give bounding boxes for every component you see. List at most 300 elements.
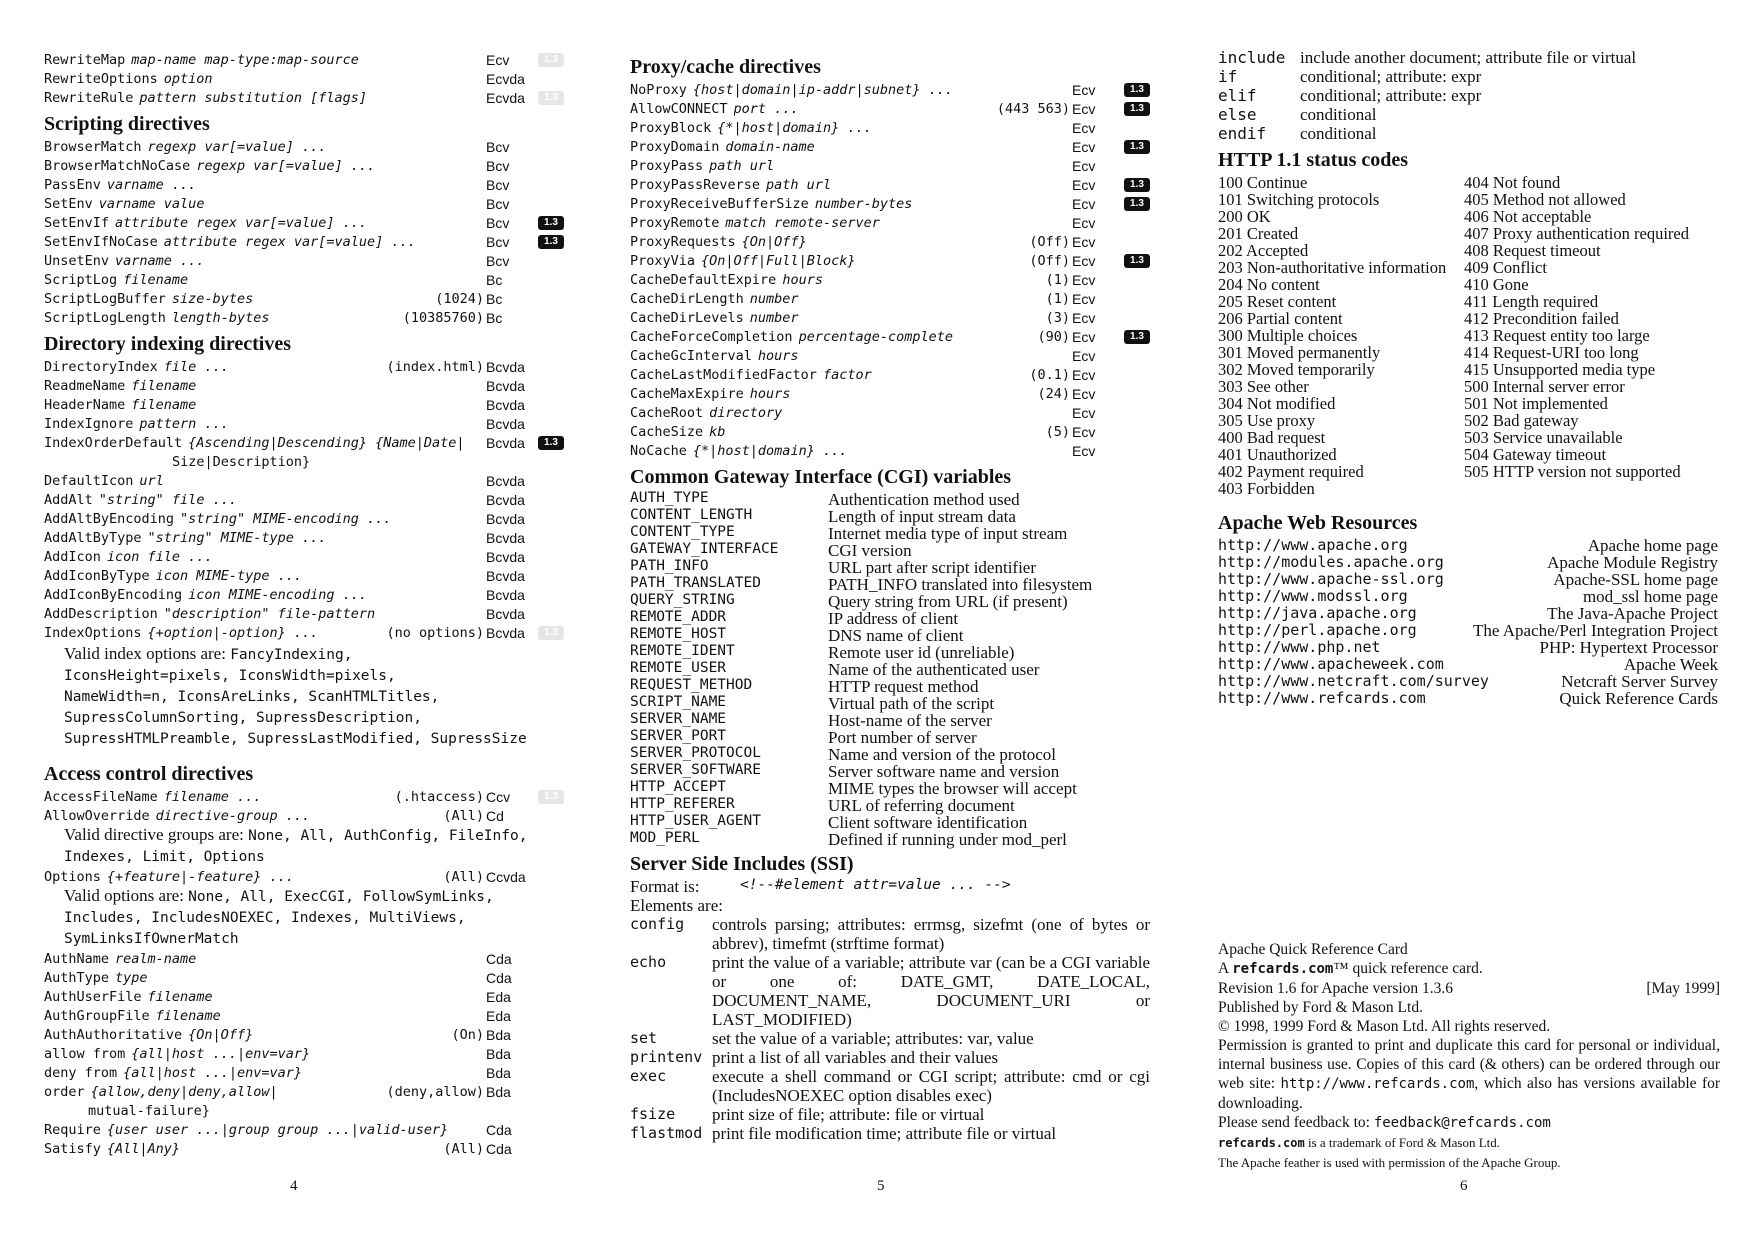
- directive-row: [44, 471, 564, 490]
- directive-args: {allow,deny|deny,allow|: [90, 1083, 278, 1100]
- resource-url: http://www.apache-ssl.org: [1218, 570, 1444, 588]
- directive-default: (index.html): [386, 358, 484, 375]
- resource-desc: PHP: Hypertext Processor: [1539, 638, 1718, 657]
- directive-context: Bc: [486, 271, 503, 288]
- resource-desc: Apache Week: [1623, 655, 1718, 674]
- status-code: 503 Service unavailable: [1464, 428, 1623, 447]
- status-code: 305 Use proxy: [1218, 411, 1316, 430]
- ssi-element-name: elif: [1218, 86, 1257, 105]
- status-right: [1464, 173, 1689, 496]
- ssi-element-desc: controls parsing; attributes: errmsg, sizefmt (one of bytes or abbrev), timefmt (strftime format): [712, 915, 1150, 953]
- directive-row: [44, 968, 564, 987]
- directive-row: [630, 365, 1150, 384]
- directive-args: {+option|-option} ...: [147, 624, 319, 641]
- directive-context: Bcv: [486, 252, 510, 269]
- ssi-element-desc: print size of file; attribute: file or virtual: [712, 1105, 985, 1124]
- status-code: 404 Not found: [1464, 173, 1561, 192]
- ssi-element-desc: print the value of a variable; attribute var (can be a CGI variable or one of: DATE_GMT, DATE_LOCAL, DOCUMENT_NAME, DOCUMENT_URI or LAST_MODIFIED): [712, 953, 1150, 1029]
- resource-url: http://www.modssl.org: [1218, 587, 1408, 605]
- directive-name: IndexIgnore: [44, 415, 134, 432]
- status-code: 301 Moved permanently: [1218, 343, 1381, 362]
- version-slot: [538, 1085, 564, 1099]
- directive-name: RewriteOptions: [44, 70, 158, 87]
- footer-copyright: © 1998, 1999 Ford & Mason Ltd. All rights reserved.: [1218, 1018, 1551, 1035]
- directive-context: Bcv: [486, 195, 510, 212]
- version-slot: [538, 474, 564, 488]
- status-code: 505 HTTP version not supported: [1464, 462, 1681, 481]
- directive-context: Bcv: [486, 157, 510, 174]
- directive-name: AuthAuthoritative: [44, 1026, 183, 1043]
- directive-args: path url: [709, 157, 775, 174]
- directive-context: Bcvda: [486, 358, 525, 375]
- ssi-conditional-row: [1218, 124, 1718, 143]
- directive-args: filename: [131, 396, 197, 413]
- version-1-3-badge: 1.3: [1124, 140, 1150, 154]
- directive-name: RewriteRule: [44, 89, 134, 106]
- status-code: 101 Switching protocols: [1218, 190, 1380, 209]
- directive-name: CacheForceCompletion: [630, 328, 793, 345]
- resource-row: [1218, 536, 1718, 553]
- directive-row: [630, 213, 1150, 232]
- page-5-column: [630, 50, 1150, 1143]
- directive-context: Ecv: [1072, 100, 1096, 117]
- directive-context: Eda: [486, 988, 511, 1005]
- page-6-column: [1218, 48, 1718, 706]
- ssi-element-row: [630, 915, 1150, 953]
- version-slot: [538, 990, 564, 1004]
- directive-row: [630, 156, 1150, 175]
- directive-row: [44, 509, 564, 528]
- directive-row: [44, 213, 564, 232]
- directive-row: [44, 547, 564, 566]
- directive-name: AuthUserFile: [44, 988, 142, 1005]
- directive-args: {On|Off}: [188, 1026, 254, 1043]
- resource-url: http://java.apache.org: [1218, 604, 1417, 622]
- version-1-3-badge: 1.3: [538, 235, 564, 249]
- version-slot: [1124, 273, 1150, 287]
- status-code: 502 Bad gateway: [1464, 411, 1579, 430]
- status-code: 407 Proxy authentication required: [1464, 224, 1689, 243]
- directive-args: attribute regex var[=value] ...: [163, 233, 416, 250]
- directive-args: {On|Off}: [741, 233, 807, 250]
- directive-row: [630, 327, 1150, 346]
- directive-args: "description" file-pattern: [163, 605, 376, 622]
- cgi-variable-name: SERVER_NAME: [630, 711, 727, 727]
- directive-context: Cd: [486, 807, 504, 824]
- status-code: 412 Precondition failed: [1464, 309, 1619, 328]
- cgi-variable-desc: MIME types the browser will accept: [828, 779, 1077, 798]
- directive-row: [630, 175, 1150, 194]
- directive-row: [44, 395, 564, 414]
- directive-args: filename: [155, 1007, 221, 1024]
- cgi-variable-name: SCRIPT_NAME: [630, 694, 727, 710]
- directive-row: [44, 585, 564, 604]
- directive-args: map-name map-type:map-source: [131, 51, 359, 68]
- override-note: Valid directive groups are: None, All, AuthConfig, FileInfo, Indexes, Limit, Options: [64, 825, 528, 865]
- status-code: 202 Accepted: [1218, 241, 1309, 260]
- status-code: 403 Forbidden: [1218, 479, 1315, 498]
- version-slot: [538, 1066, 564, 1080]
- directive-row: [630, 270, 1150, 289]
- cgi-variable-row: [630, 813, 1150, 830]
- directive-args: varname ...: [106, 176, 197, 193]
- cgi-variable-row: [630, 660, 1150, 677]
- directive-row: [44, 308, 564, 327]
- directive-context: Ecv: [1072, 157, 1096, 174]
- indexing-title: Directory indexing directives: [44, 333, 291, 355]
- directive-row: [44, 357, 564, 376]
- index-options-note: Valid index options are: FancyIndexing, IconsHeight=pixels, IconsWidth=pixels, NameWidth=n, IconsAreLinks, ScanHTMLTitles, SupressColumnSorting, SupressDescription, SupressHTMLPreamble, SupressLastModified, SupressSize: [64, 644, 527, 747]
- directive-context: Bcvda: [486, 624, 525, 641]
- version-slot: [538, 197, 564, 211]
- cgi-variable-name: SERVER_PROTOCOL: [630, 745, 761, 761]
- directive-context: Ecv: [1072, 214, 1096, 231]
- cgi-variable-desc: Remote user id (unreliable): [828, 643, 1015, 662]
- version-slot: [538, 493, 564, 507]
- version-slot: [538, 292, 564, 306]
- directive-name: ProxyPassReverse: [630, 176, 761, 193]
- status-code: 414 Request-URI too long: [1464, 343, 1639, 362]
- cgi-variable-desc: URL part after script identifier: [828, 558, 1037, 577]
- version-slot: [1124, 311, 1150, 325]
- status-code: 302 Moved temporarily: [1218, 360, 1375, 379]
- directive-args: directive-group ...: [155, 807, 311, 824]
- directive-args: kb: [709, 423, 726, 440]
- cgi-variable-row: [630, 745, 1150, 762]
- directive-name: CacheGcInterval: [630, 347, 752, 364]
- directive-row: [44, 604, 564, 623]
- ssi-element-desc: execute a shell command or CGI script; attribute: cmd or cgi (IncludesNOEXEC option disables exec): [712, 1067, 1150, 1105]
- version-slot: [1124, 235, 1150, 249]
- status-code: 408 Request timeout: [1464, 241, 1601, 260]
- status-left: [1218, 173, 1464, 496]
- directive-row: [44, 88, 564, 107]
- directive-name: DefaultIcon: [44, 472, 134, 489]
- directive-context: Bda: [486, 1026, 511, 1043]
- directive-context: Bcvda: [486, 396, 525, 413]
- directive-context: Ecv: [1072, 442, 1096, 459]
- directive-name: AddDescription: [44, 605, 158, 622]
- directive-args: {all|host ...|env=var}: [131, 1045, 311, 1062]
- resource-row: [1218, 672, 1718, 689]
- version-1-3-badge: 1.3: [538, 216, 564, 230]
- version-1-3-badge: 1.3: [1124, 197, 1150, 211]
- directive-args: "string" MIME-encoding ...: [180, 510, 392, 527]
- directive-args: "string" MIME-type ...: [147, 529, 327, 546]
- directive-name: AddAltByEncoding: [44, 510, 175, 527]
- version-slot: [538, 569, 564, 583]
- cgi-variable-row: [630, 541, 1150, 558]
- directive-row: [44, 414, 564, 433]
- version-slot: [1124, 368, 1150, 382]
- cgi-variable-desc: DNS name of client: [828, 626, 964, 645]
- ssi-elements-label: Elements are:: [630, 896, 723, 915]
- directive-args: regexp var[=value] ...: [147, 138, 327, 155]
- resource-desc: Netcraft Server Survey: [1561, 672, 1718, 691]
- ssi-element-name: printenv: [630, 1048, 703, 1066]
- directive-row: [44, 50, 564, 69]
- version-slot: [538, 550, 564, 564]
- cgi-variable-name: HTTP_ACCEPT: [630, 779, 727, 795]
- directive-args: filename: [123, 271, 189, 288]
- ssi-element-desc: conditional: [1300, 105, 1377, 124]
- status-code: 415 Unsupported media type: [1464, 360, 1656, 379]
- ssi-element-desc: conditional; attribute: expr: [1300, 86, 1482, 105]
- ssi-conditional-row: [1218, 48, 1718, 67]
- cgi-variable-name: GATEWAY_INTERFACE: [630, 541, 779, 557]
- directive-default: (All): [443, 807, 484, 824]
- directive-default: (1): [1045, 271, 1070, 288]
- directive-context: Ecv: [1072, 271, 1096, 288]
- directive-context: Ccvda: [486, 868, 526, 885]
- directive-row: [630, 384, 1150, 403]
- footer-line1: A refcards.com™ quick reference card.: [1218, 960, 1483, 977]
- directive-context: Bc: [486, 309, 503, 326]
- directive-args: path url: [766, 176, 832, 193]
- cgi-variable-row: [630, 728, 1150, 745]
- cgi-variable-name: HTTP_USER_AGENT: [630, 813, 761, 829]
- ssi-element-row: [630, 1124, 1150, 1143]
- ssi-element-name: if: [1218, 67, 1238, 86]
- directive-context: Ecv: [1072, 119, 1096, 136]
- version-slot: [538, 531, 564, 545]
- cgi-variable-desc: Authentication method used: [828, 490, 1020, 509]
- status-code: 400 Bad request: [1218, 428, 1326, 447]
- footer-trademark: refcards.com is a trademark of Ford & Mason Ltd.: [1218, 1135, 1501, 1150]
- version-1-3-badge: 1.3: [538, 790, 564, 804]
- directive-args: icon MIME-type ...: [155, 567, 302, 584]
- cgi-variable-row: [630, 830, 1150, 847]
- status-code: 411 Length required: [1464, 292, 1599, 311]
- cgi-variable-desc: Host-name of the server: [828, 711, 992, 730]
- resource-url: http://www.refcards.com: [1218, 689, 1426, 707]
- directive-context: Ecv: [1072, 252, 1096, 269]
- directive-default: (Off): [1029, 252, 1070, 269]
- access-rows-d: [44, 1120, 564, 1158]
- ssi-rows: [630, 915, 1150, 1143]
- version-1-3-badge: 1.3: [1124, 178, 1150, 192]
- directive-args: {Ascending|Descending} {Name|Date|: [188, 434, 465, 451]
- directive-row: [44, 806, 564, 825]
- version-slot: [538, 952, 564, 966]
- cgi-variable-row: [630, 677, 1150, 694]
- directive-args: pattern substitution [flags]: [139, 89, 367, 106]
- directive-context: Ecvda: [486, 70, 525, 87]
- directive-context: Bda: [486, 1064, 511, 1081]
- directive-default: (1): [1045, 290, 1070, 307]
- resource-row: [1218, 570, 1718, 587]
- status-code: 402 Payment required: [1218, 462, 1364, 481]
- status-title: HTTP 1.1 status codes: [1218, 149, 1409, 171]
- status-code: 205 Reset content: [1218, 292, 1337, 311]
- directive-name: ProxyReceiveBufferSize: [630, 195, 809, 212]
- cgi-variable-name: SERVER_PORT: [630, 728, 727, 744]
- directive-row: [44, 528, 564, 547]
- resource-url: http://www.apache.org: [1218, 536, 1408, 554]
- status-code: 401 Unauthorized: [1218, 445, 1337, 464]
- scripting-rows: [44, 137, 564, 327]
- directive-name: CacheRoot: [630, 404, 704, 421]
- directive-row: [44, 1044, 564, 1063]
- directive-context: Bcvda: [486, 567, 525, 584]
- version-slot: [538, 254, 564, 268]
- status-code: 204 No content: [1218, 275, 1320, 294]
- cgi-variable-name: REQUEST_METHOD: [630, 677, 753, 693]
- version-slot: [538, 178, 564, 192]
- access-rows-a: [44, 787, 564, 825]
- version-slot: [1124, 444, 1150, 458]
- directive-context: Ecv: [1072, 176, 1096, 193]
- directive-context: Bcvda: [486, 415, 525, 432]
- status-code: 413 Request entity too large: [1464, 326, 1650, 345]
- cgi-variable-desc: Length of input stream data: [828, 507, 1016, 526]
- directive-context: Ecv: [486, 51, 510, 68]
- access-title: Access control directives: [44, 763, 254, 785]
- directive-context: Eda: [486, 1007, 511, 1024]
- directive-context: Bc: [486, 290, 503, 307]
- version-slot: [1124, 159, 1150, 173]
- cgi-variable-name: PATH_INFO: [630, 558, 709, 574]
- directive-row: [44, 156, 564, 175]
- directive-context: Cda: [486, 1121, 512, 1138]
- directive-args: icon file ...: [106, 548, 213, 565]
- ssi-element-row: [630, 1029, 1150, 1048]
- cgi-variable-desc: CGI version: [828, 541, 912, 560]
- version-1-3-badge: 1.3: [1124, 330, 1150, 344]
- directive-row: [44, 289, 564, 308]
- ssi-element-desc: print a list of all variables and their values: [712, 1048, 999, 1067]
- directive-default: (.htaccess): [394, 788, 484, 805]
- directive-default: (All): [443, 868, 484, 885]
- directive-context: Bcv: [486, 138, 510, 155]
- ssi-element-name: fsize: [630, 1105, 676, 1123]
- cgi-rows: [630, 490, 1150, 847]
- directive-name: ProxyPass: [630, 157, 704, 174]
- directive-default: (5): [1045, 423, 1070, 440]
- directive-context: Ecv: [1072, 309, 1096, 326]
- directive-row: [630, 194, 1150, 213]
- directive-context: Ecv: [1072, 423, 1096, 440]
- cgi-variable-name: CONTENT_LENGTH: [630, 507, 753, 523]
- access-rows-b: [44, 867, 564, 886]
- directive-row: [630, 422, 1150, 441]
- directive-context: Ecv: [1072, 385, 1096, 402]
- directive-row: [44, 194, 564, 213]
- cgi-variable-row: [630, 524, 1150, 541]
- directive-name: ScriptLogBuffer: [44, 290, 166, 307]
- directive-context: Bcvda: [486, 605, 525, 622]
- directive-name: AddIconByType: [44, 567, 150, 584]
- directive-name: AuthGroupFile: [44, 1007, 150, 1024]
- ssi-title: Server Side Includes (SSI): [630, 853, 854, 875]
- ssi-element-name: echo: [630, 953, 667, 971]
- cgi-variable-row: [630, 796, 1150, 813]
- directive-args: percentage-complete: [798, 328, 953, 345]
- directive-context: Bcv: [486, 176, 510, 193]
- version-slot: [538, 72, 564, 86]
- directive-row: [44, 623, 564, 642]
- indexing-rows-b: [44, 471, 564, 642]
- status-code: 206 Partial content: [1218, 309, 1343, 328]
- directive-args: filename ...: [163, 788, 262, 805]
- ssi-include-rows: [1218, 48, 1718, 143]
- directive-name: DirectoryIndex: [44, 358, 158, 375]
- cgi-variable-desc: URL of referring document: [828, 796, 1015, 815]
- directive-args: {All|Any}: [106, 1140, 181, 1157]
- directive-args: attribute regex var[=value] ...: [115, 214, 367, 231]
- directive-args: icon MIME-encoding ...: [188, 586, 367, 603]
- directive-row: [630, 99, 1150, 118]
- cgi-variable-name: QUERY_STRING: [630, 592, 735, 608]
- directive-args: pattern ...: [139, 415, 229, 432]
- cgi-variable-name: PATH_TRANSLATED: [630, 575, 761, 591]
- directive-row: [44, 1120, 564, 1139]
- directive-row: [630, 308, 1150, 327]
- card-footer: [1218, 940, 1720, 1172]
- version-slot: [1124, 406, 1150, 420]
- directive-name: AuthType: [44, 969, 110, 986]
- directive-context: Ecv: [1072, 138, 1096, 155]
- directive-row: [44, 69, 564, 88]
- cgi-variable-desc: Client software identification: [828, 813, 1028, 832]
- cgi-variable-row: [630, 609, 1150, 626]
- version-slot: [538, 360, 564, 374]
- directive-row: [44, 787, 564, 806]
- version-slot: [538, 1142, 564, 1156]
- directive-context: Ecv: [1072, 290, 1096, 307]
- ssi-element-name: include: [1218, 48, 1286, 67]
- directive-default: (deny,allow): [386, 1083, 484, 1100]
- resources-title: Apache Web Resources: [1218, 512, 1418, 534]
- directive-args: {host|domain|ip-addr|subnet} ...: [692, 81, 953, 98]
- cgi-variable-row: [630, 711, 1150, 728]
- cgi-variable-row: [630, 694, 1150, 711]
- directive-name: IndexOrderDefault: [44, 434, 183, 451]
- version-slot: [1124, 292, 1150, 306]
- cgi-variable-desc: Defined if running under mod_perl: [828, 830, 1067, 849]
- status-code: 504 Gateway timeout: [1464, 445, 1607, 464]
- cgi-variable-name: AUTH_TYPE: [630, 490, 709, 506]
- directive-args: realm-name: [115, 950, 197, 967]
- directive-args: filename: [147, 988, 213, 1005]
- status-code: 300 Multiple choices: [1218, 326, 1358, 345]
- cgi-variable-name: MOD_PERL: [630, 830, 700, 846]
- resource-row: [1218, 655, 1718, 672]
- version-slot: [538, 398, 564, 412]
- resource-desc: The Java-Apache Project: [1547, 604, 1718, 623]
- version-slot: [538, 1123, 564, 1137]
- directive-args: length-bytes: [171, 309, 270, 326]
- directive-name: BrowserMatchNoCase: [44, 157, 191, 174]
- resource-row: [1218, 553, 1718, 570]
- resource-row: [1218, 638, 1718, 655]
- directive-name: AddIconByEncoding: [44, 586, 183, 603]
- ssi-element-name: endif: [1218, 124, 1267, 143]
- directive-args: directory: [709, 404, 783, 421]
- resource-desc: Apache Module Registry: [1547, 553, 1718, 572]
- directive-row: [630, 118, 1150, 137]
- resource-row: [1218, 587, 1718, 604]
- status-code: 304 Not modified: [1218, 394, 1336, 413]
- footer-published: Published by Ford & Mason Ltd.: [1218, 999, 1423, 1016]
- ssi-conditional-row: [1218, 105, 1718, 124]
- cgi-variable-row: [630, 507, 1150, 524]
- directive-row: [630, 137, 1150, 156]
- ssi-element-name: else: [1218, 105, 1257, 124]
- version-slot: [538, 512, 564, 526]
- directive-context: Cda: [486, 969, 512, 986]
- directive-default: (On): [451, 1026, 484, 1043]
